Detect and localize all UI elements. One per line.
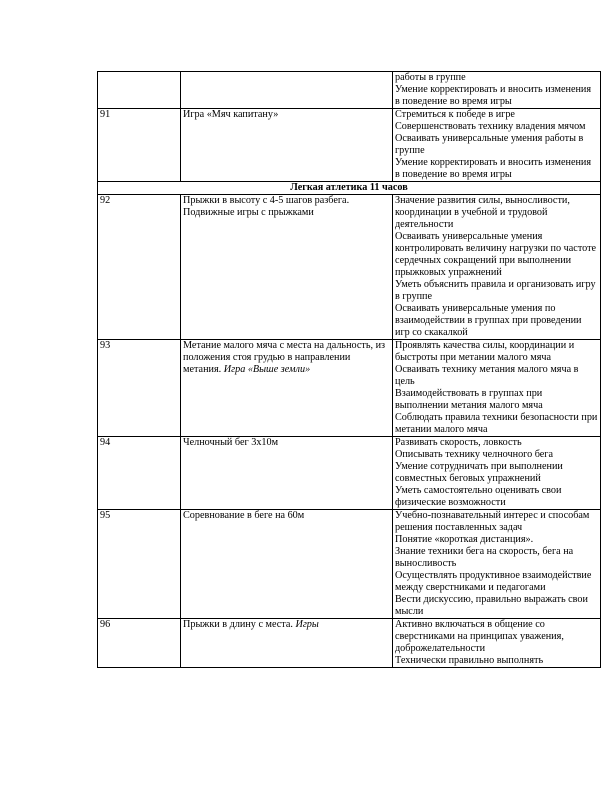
lesson-topic-cell bbox=[181, 619, 393, 668]
skill-item: Осваивать универсальные умения работы в группе bbox=[395, 133, 584, 156]
skill-item: работы в группе bbox=[395, 72, 466, 83]
table-row bbox=[98, 437, 601, 510]
lesson-number: 92 bbox=[98, 195, 181, 340]
skill-item: Вести дискуссию, правильно выражать свои мысли bbox=[395, 594, 588, 617]
skill-item: Стремиться к победе в игре bbox=[395, 109, 515, 120]
table-row bbox=[98, 619, 601, 668]
skill-item: Взаимодействовать в группах при выполнении метания малого мяча bbox=[395, 388, 543, 411]
skill-item: Осваивать универсальные умения по взаимодействии в группах при проведении игр со скакалкой bbox=[395, 303, 582, 338]
lesson-topic-cell bbox=[181, 437, 393, 510]
skill-item: Знание техники бега на скорость, бега на выносливость bbox=[395, 546, 574, 569]
skill-item: Осуществлять продуктивное взаимодействие между сверстниками и педагогами bbox=[395, 570, 592, 593]
skill-item: Значение развития силы, выносливости, координации в учебной и трудовой деятельности bbox=[395, 195, 570, 230]
skill-item: Осваивать технику метания малого мяча в цель bbox=[395, 364, 579, 387]
section-title: Легкая атлетика 11 часов bbox=[98, 182, 601, 195]
lesson-skills-cell bbox=[393, 72, 601, 109]
lesson-topic: Прыжки в длину с места. bbox=[183, 619, 293, 630]
skill-item: Умение корректировать и вносить изменения в поведение во время игры bbox=[395, 157, 592, 180]
skill-item: Уметь объяснить правила и организовать игру в группе bbox=[395, 279, 596, 302]
lesson-topic-cell bbox=[181, 109, 393, 182]
lesson-topic: Игра «Мяч капитану» bbox=[183, 109, 279, 120]
lesson-number bbox=[98, 72, 181, 109]
table-row bbox=[98, 72, 601, 109]
skill-item: Развивать скорость, ловкость bbox=[395, 437, 522, 448]
lesson-topic: Прыжки в высоту с 4-5 шагов разбега. Подвижные игры с прыжками bbox=[183, 195, 350, 218]
lesson-topic: Челночный бег 3х10м bbox=[183, 437, 279, 448]
skill-item: Совершенствовать технику владения мячом bbox=[395, 121, 586, 132]
lesson-topic-cell bbox=[181, 340, 393, 437]
skill-item: Описывать технику челночного бега bbox=[395, 449, 554, 460]
section-header-row bbox=[98, 182, 601, 195]
lesson-skills-cell bbox=[393, 510, 601, 619]
lesson-topic-cell bbox=[181, 510, 393, 619]
lesson-number: 94 bbox=[98, 437, 181, 510]
lesson-topic: Метание малого мяча с места на дальность, из положения стоя грудью в направлении метания. bbox=[183, 340, 386, 375]
lesson-skills-cell bbox=[393, 340, 601, 437]
table-row bbox=[98, 195, 601, 340]
table-body-after-section bbox=[98, 195, 601, 668]
skill-item: Проявлять качества силы, координации и быстроты при метании малого мяча bbox=[395, 340, 575, 363]
skill-item: Учебно-познавательный интерес и способам решения поставленных задач bbox=[395, 510, 590, 533]
lesson-topic-game: Игра «Выше земли» bbox=[223, 364, 311, 375]
lesson-number: 91 bbox=[98, 109, 181, 182]
lesson-skills-cell bbox=[393, 437, 601, 510]
table-body-before-section bbox=[98, 72, 601, 182]
lesson-number: 96 bbox=[98, 619, 181, 668]
skill-item: Технически правильно выполнять bbox=[395, 655, 544, 666]
skill-item: Активно включаться в общение со сверстниками на принципах уважения, доброжелательности bbox=[395, 619, 564, 654]
lesson-topic-game: Игры bbox=[295, 619, 319, 630]
table-row bbox=[98, 510, 601, 619]
lesson-plan-table bbox=[97, 71, 601, 668]
table-row bbox=[98, 340, 601, 437]
skill-item: Уметь самостоятельно оценивать свои физические возможности bbox=[395, 485, 562, 508]
section-header-body bbox=[98, 182, 601, 195]
table-row bbox=[98, 109, 601, 182]
skill-item: Умение сотрудничать при выполнении совместных беговых упражнений bbox=[395, 461, 563, 484]
lesson-skills-cell bbox=[393, 109, 601, 182]
lesson-topic-cell bbox=[181, 72, 393, 109]
lesson-skills-cell bbox=[393, 619, 601, 668]
lesson-topic: Соревнование в беге на 60м bbox=[183, 510, 305, 521]
skill-item: Соблюдать правила техники безопасности при метании малого мяча bbox=[395, 412, 598, 435]
lesson-number: 95 bbox=[98, 510, 181, 619]
lesson-number: 93 bbox=[98, 340, 181, 437]
skill-item: Понятие «короткая дистанция». bbox=[395, 534, 534, 545]
skill-item: Осваивать универсальные умения контролировать величину нагрузки по частоте сердечных сокращений при выполнении прыжковых упражнений bbox=[395, 231, 597, 278]
lesson-topic-cell bbox=[181, 195, 393, 340]
skill-item: Умение корректировать и вносить изменения в поведение во время игры bbox=[395, 84, 592, 107]
lesson-skills-cell bbox=[393, 195, 601, 340]
